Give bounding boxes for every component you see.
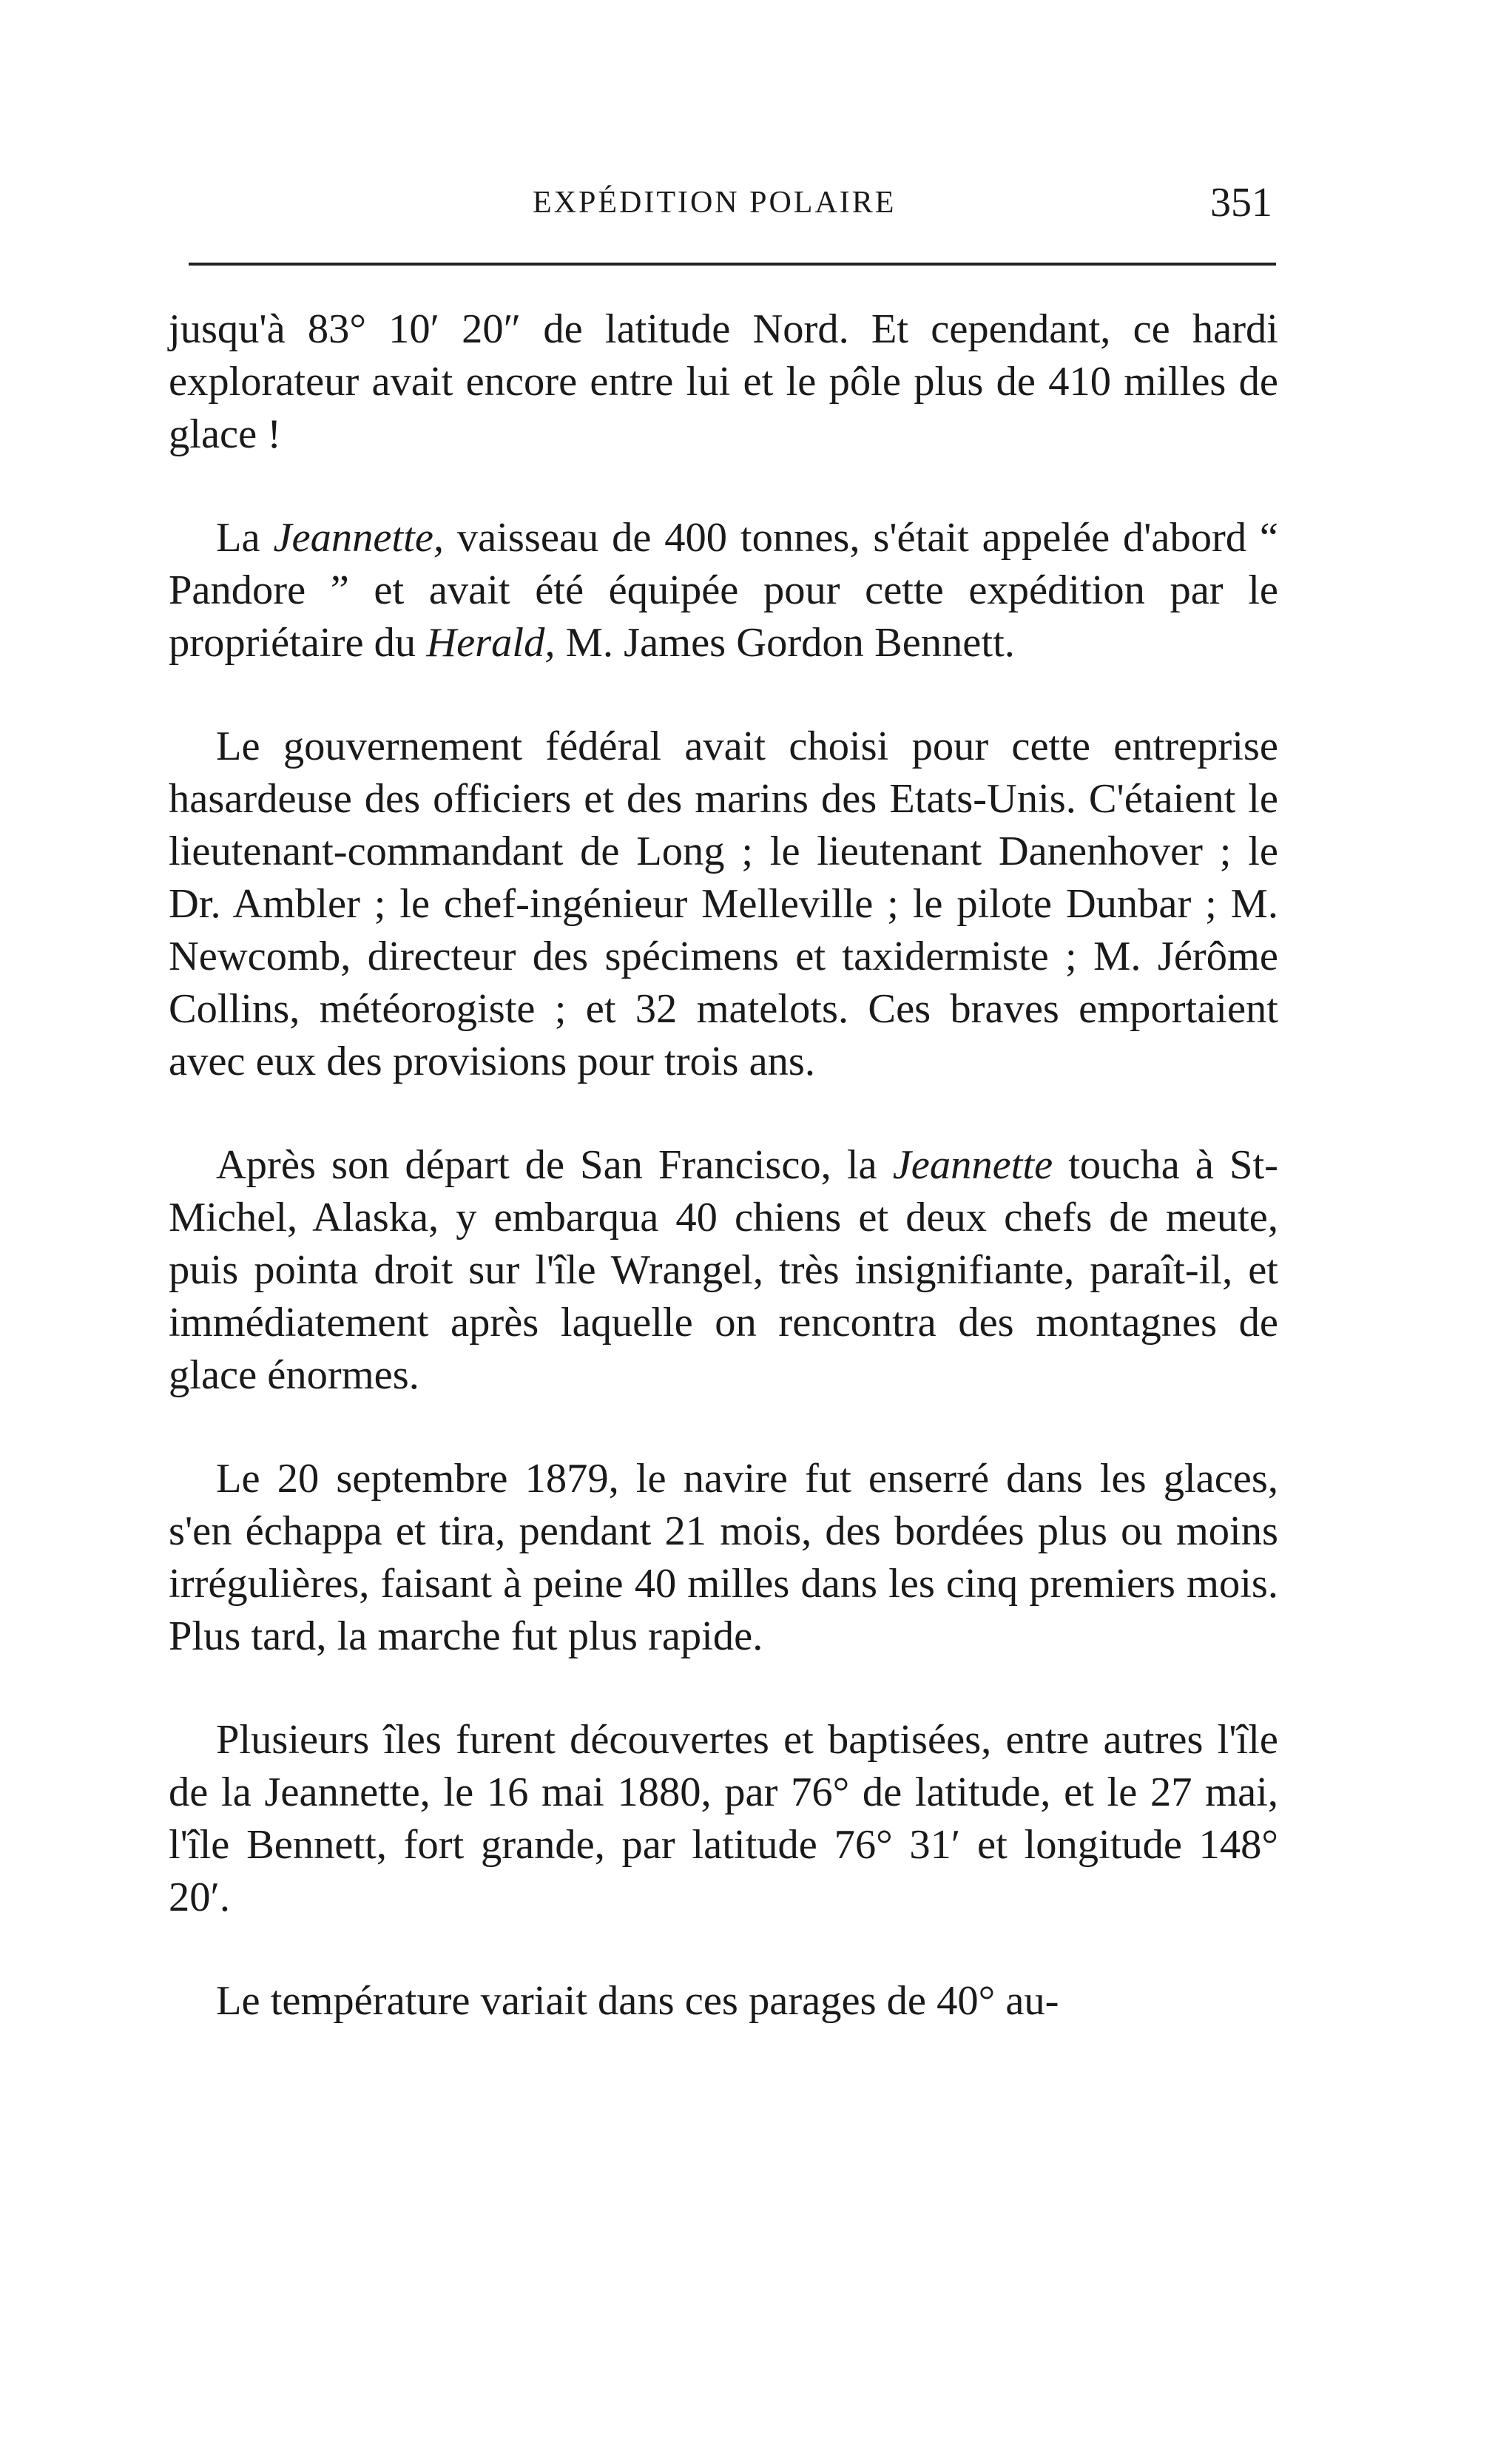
paragraph-2 (169, 512, 1278, 669)
ship-name-jeannette-2: Jeannette (892, 1142, 1053, 1188)
header-rule (189, 263, 1276, 266)
paragraph-3-text: Le gouvernement fédéral avait choisi pour cette entreprise hasardeuse des officiers et des marins des Etats-Unis. C'étaient le lieutenant-commandant de Long ; le lieutenant Danenhover ; le Dr. Ambler ; le chef-ingénieur Melleville ; le pilote Dunbar ; M. Newcomb, directeur des spécimens et taxidermiste ; M. Jérôme Collins, météorogiste ; et 32 matelots. Ces braves emportaient avec eux des provisions pour trois ans. (169, 723, 1278, 1084)
paragraph-2-middle: vaisseau de 400 tonnes, s'était appelée d'abord “ Pandore ” et avait été équipée pour cette expédition par le propriétaire du (169, 515, 1278, 666)
running-title: EXPÉDITION POLAIRE (533, 186, 897, 220)
paragraph-7-text: Le température variait dans ces parages de 40° au- (216, 1978, 1059, 2024)
page-header (170, 180, 1280, 237)
ship-name-jeannette: Jeannette, (273, 515, 445, 561)
paragraph-5 (169, 1453, 1278, 1663)
paragraph-4 (169, 1139, 1278, 1402)
paragraph-5-text: Le 20 septembre 1879, le navire fut enserré dans les glaces, s'en échappa et tira, pendant 21 mois, des bordées plus ou moins irrégulières, faisant à peine 40 milles dans les cinq premiers mois. Plus tard, la marche fut plus rapide. (169, 1456, 1278, 1659)
paragraph-2-tail: M. James Gordon Bennett. (555, 620, 1015, 666)
paragraph-6 (169, 1714, 1278, 1924)
paragraph-4-lead: Après son départ de San Francisco, la (216, 1142, 893, 1188)
paragraph-1-text: jusqu'à 83° 10′ 20″ de latitude Nord. Et cependant, ce hardi explorateur avait encore entre lui et le pôle plus de 410 milles de glace ! (169, 306, 1278, 457)
paragraph-3 (169, 720, 1278, 1088)
page-number: 351 (1210, 180, 1272, 226)
paragraph-6-text: Plusieurs îles furent découvertes et baptisées, entre autres l'île de la Jeannette, le 16 mai 1880, par 76° de latitude, et le 27 mai, l'île Bennett, fort grande, par latitude 76° 31′ et longitude 148° 20′. (169, 1717, 1278, 1920)
page-body (169, 303, 1278, 2079)
paragraph-1 (169, 303, 1278, 461)
newspaper-name-herald: Herald, (426, 620, 556, 666)
paragraph-2-lead: La (216, 515, 274, 561)
paragraph-4-tail: toucha à St-Michel, Alaska, y embarqua 40 chiens et deux chefs de meute, puis pointa droit sur l'île Wrangel, très insignifiante, paraît-il, et immédiatement après laquelle on rencontra des montagnes de glace énormes. (169, 1142, 1278, 1398)
paragraph-7 (169, 1975, 1278, 2028)
